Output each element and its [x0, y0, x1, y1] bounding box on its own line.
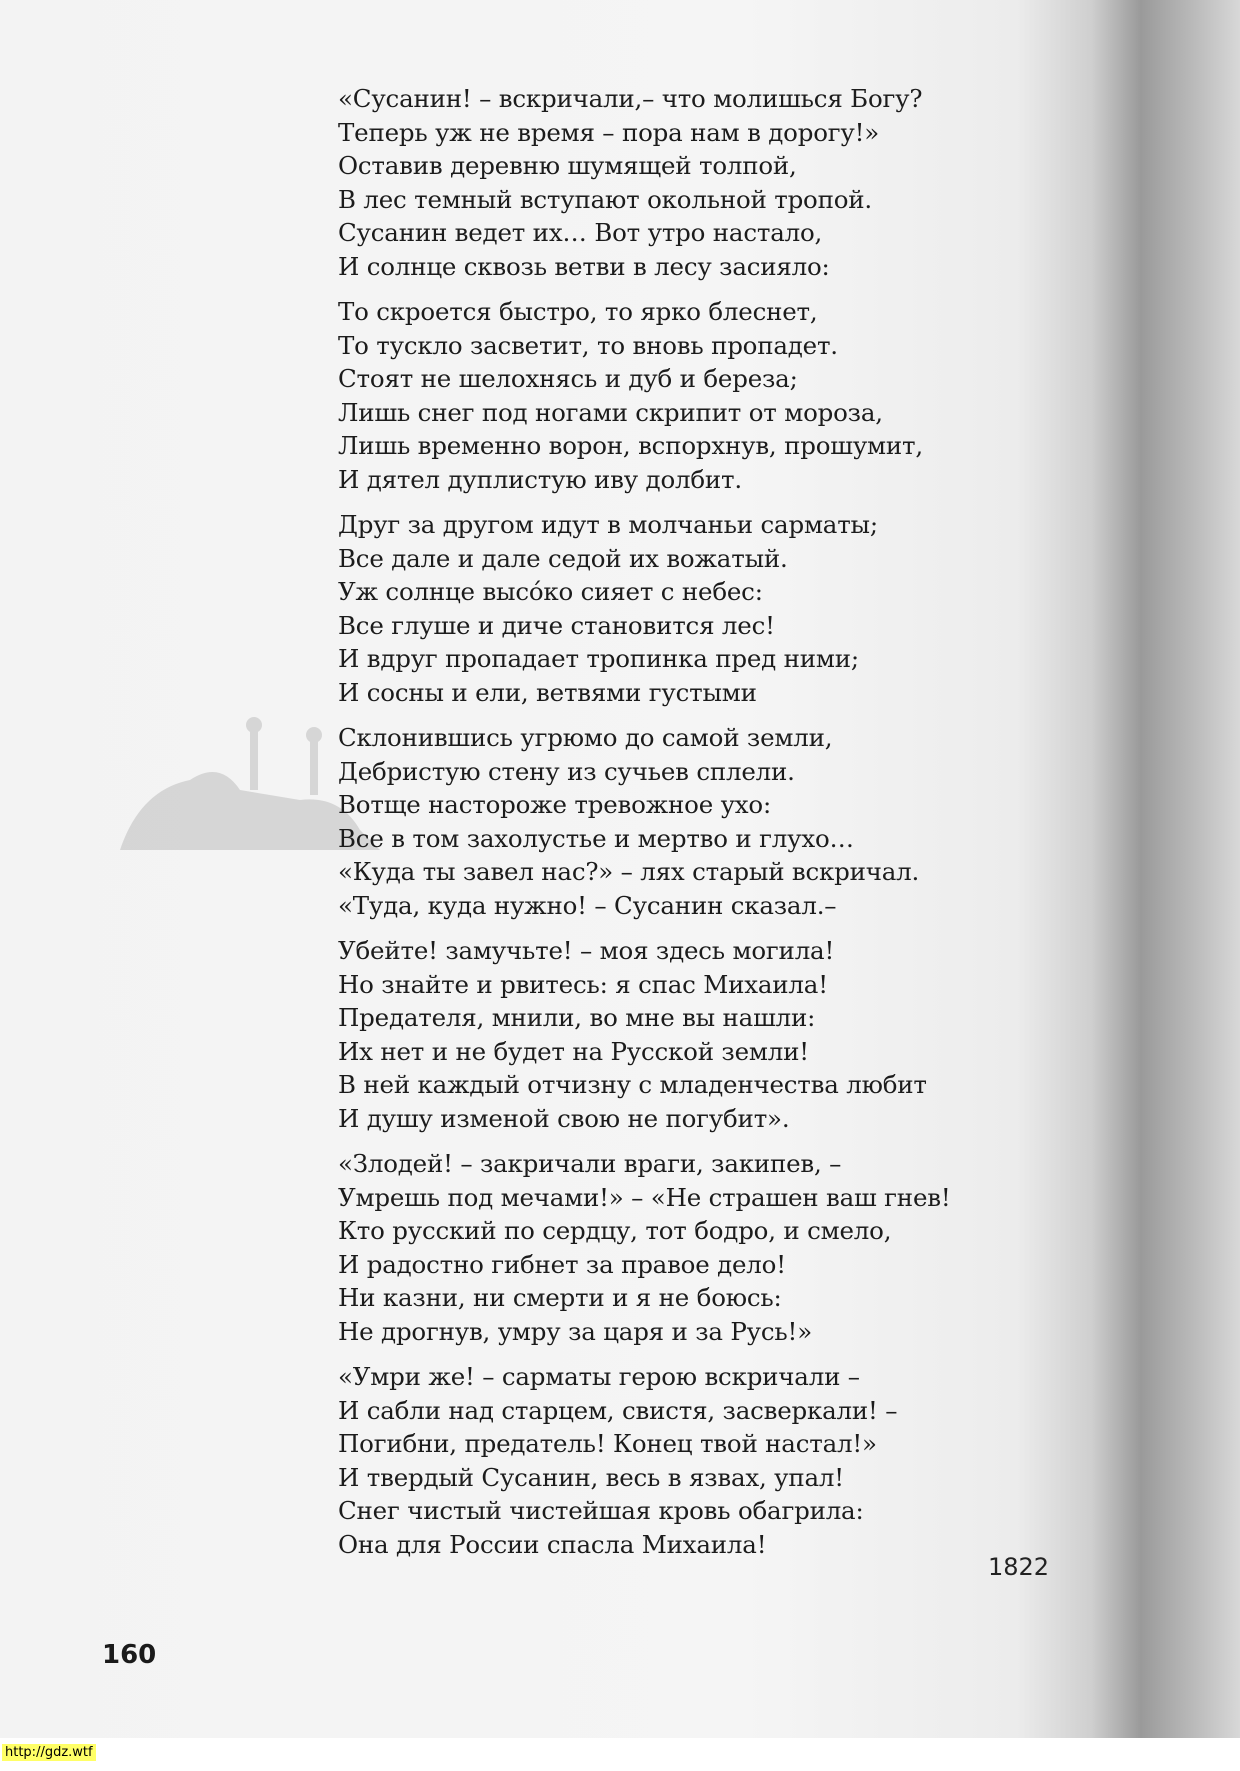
poem-line: Погибни, предатель! Конец твой настал!» [338, 1429, 877, 1458]
poem-line: Друг за другом идут в молчаньи сарматы; [338, 510, 878, 539]
poem-line: Оставив деревню шумящей толпой, [338, 151, 797, 180]
poem-line: И сабли над старцем, свистя, засверкали! – [338, 1395, 898, 1425]
poem-line: Сусанин ведет их… Вот утро настало, [338, 218, 823, 247]
poem-line: Дебристую стену из сучьев сплели. [338, 756, 795, 786]
stanza [338, 934, 1028, 1135]
poem-line: Не дрогнув, умру за царя и за Русь!» [338, 1316, 812, 1346]
poem-line: Лишь снег под ногами скрипит от мороза, [338, 397, 883, 427]
poem-line: И душу изменой свою не погубит». [338, 1103, 790, 1133]
stanza [338, 82, 1028, 283]
poem-line: Но знайте и рвитесь: я спас Михаила! [338, 969, 828, 999]
poem-line: И дятел дуплистую иву долбит. [338, 464, 742, 494]
poem-line: Вотще настороже тревожное ухо: [338, 790, 772, 819]
stanza [338, 1360, 1028, 1561]
stanza [338, 721, 1028, 922]
poem-line: И радостно гибнет за правое дело! [338, 1249, 786, 1279]
poem-line: И солнце сквозь ветви в лесу засияло: [338, 251, 830, 281]
stanza [338, 508, 1028, 709]
poem-line: Убейте! замучьте! – моя здесь могила! [338, 936, 835, 965]
poem-line: «Туда, куда нужно! – Сусанин сказал.– [338, 890, 837, 920]
poem-line: Кто русский по сердцу, тот бодро, и смело, [338, 1216, 892, 1245]
poem-line: «Злодей! – закричали враги, закипев, – [338, 1149, 842, 1178]
poem-line: В лес темный вступают окольной тропой. [338, 184, 873, 214]
poem-line: Все глуше и диче становится лес! [338, 610, 775, 640]
poem-line: То скроется быстро, то ярко блеснет, [338, 297, 818, 326]
poem-line: Она для России спасла Михаила! [338, 1529, 767, 1559]
poem-line: Снег чистый чистейшая кровь обагрила: [338, 1496, 864, 1525]
poem-line: Умрешь под мечами!» – «Не страшен ваш гнев! [338, 1182, 951, 1212]
poem-line: Уж солнце высо́ко сияет с небес: [338, 577, 763, 606]
watermark-link[interactable]: http://gdz.wtf [2, 1744, 96, 1761]
poem-line: Предателя, мнили, во мне вы нашли: [338, 1003, 816, 1032]
poem-line: В ней каждый отчизну с младенчества любит [338, 1070, 927, 1099]
poem-line: Их нет и не будет на Русской земли! [338, 1036, 809, 1066]
page-number: 160 [102, 1640, 157, 1670]
poem-year: 1822 [988, 1553, 1050, 1581]
poem-line: Ни казни, ни смерти и я не боюсь: [338, 1283, 782, 1312]
stanza [338, 295, 1028, 496]
poem-line: И сосны и ели, ветвями густыми [338, 677, 757, 707]
poem-line: Все в том захолустье и мертво и глухо… [338, 823, 854, 853]
poem-line: Все дале и дале седой их вожатый. [338, 543, 788, 573]
poem-line: «Сусанин! – вскричали,– что молишься Богу? [338, 84, 923, 113]
poem-line: Лишь временно ворон, вспорхнув, прошумит, [338, 431, 923, 460]
poem-line: Склонившись угрюмо до самой земли, [338, 723, 833, 752]
bottom-strip [0, 1738, 1240, 1771]
poem-line: «Умри же! – сарматы герою вскричали – [338, 1362, 860, 1391]
stanza [338, 1147, 1028, 1348]
poem-line: «Куда ты завел нас?» – лях старый вскричал. [338, 857, 920, 886]
poem-text [338, 82, 1028, 1573]
poem-line: И вдруг пропадает тропинка пред ними; [338, 644, 859, 673]
poem-line: Стоят не шелохнясь и дуб и береза; [338, 364, 798, 393]
poem-line: Теперь уж не время – пора нам в дорогу!» [338, 117, 880, 147]
poem-line: То тускло засветит, то вновь пропадет. [338, 330, 838, 360]
poem-line: И твердый Сусанин, весь в язвах, упал! [338, 1462, 844, 1492]
